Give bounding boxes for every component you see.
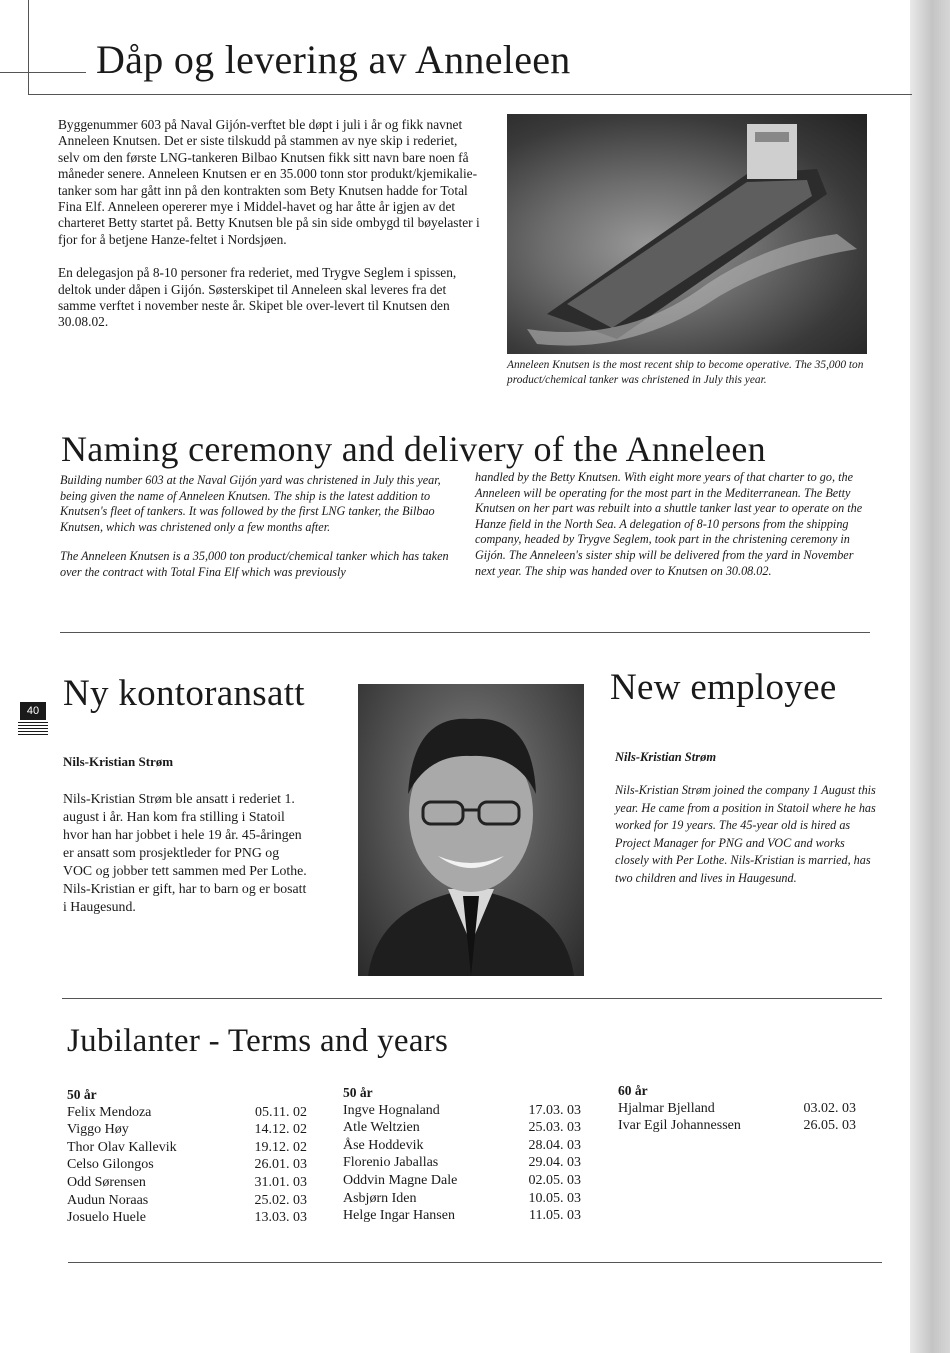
jubilee-name: Viggo Høy	[67, 1122, 129, 1138]
jubilee-name: Florenio Jaballas	[343, 1155, 439, 1171]
jubilee-name: Helge Ingar Hansen	[343, 1208, 455, 1224]
ship-photo	[507, 114, 867, 354]
jubilee-row	[67, 1209, 307, 1227]
jubilee-date: 11.05. 03	[529, 1208, 581, 1224]
portrait-illustration	[358, 684, 584, 976]
jubilee-row	[67, 1104, 307, 1122]
box-rule-left	[28, 0, 29, 94]
article-en-col-2	[475, 470, 875, 579]
page-title-no: Dåp og levering av Anneleen	[96, 37, 571, 82]
new-employee-title-no: Ny kontoransatt	[63, 673, 305, 714]
jubilee-row	[343, 1119, 581, 1137]
article-no-text	[58, 117, 482, 331]
jubilee-group-heading: 50 år	[67, 1087, 97, 1102]
title-rule-left	[0, 72, 86, 73]
jubilee-name: Atle Weltzien	[343, 1120, 420, 1136]
section-2-rule	[60, 632, 870, 633]
jubilee-name: Ivar Egil Johannessen	[618, 1118, 741, 1134]
jubilee-date: 26.01. 03	[254, 1157, 307, 1173]
jubilee-row	[343, 1154, 581, 1172]
article-no-paragraph-2: En delegasjon på 8-10 personer fra rederiet, med Trygve Seglem i spissen, deltok under dåpen i Gijón. Søsterskipet til Anneleen skal leveres fra det samme verftet i november neste år. Skipet ble over-levert til Knutsen den 30.08.02.	[58, 265, 457, 330]
jubilee-row	[618, 1100, 856, 1118]
jubilee-row	[67, 1121, 307, 1139]
jubilee-row	[343, 1137, 581, 1155]
jubilee-date: 29.04. 03	[528, 1155, 581, 1171]
ship-illustration	[507, 114, 867, 354]
page-number-lines	[18, 722, 48, 736]
jubilee-date: 05.11. 02	[255, 1104, 307, 1120]
title-rule-under	[28, 94, 912, 95]
jubilee-row	[67, 1156, 307, 1174]
article-en-col2-paragraph-1: handled by the Betty Knutsen. With eight more years of that charter to go, the Anneleen will be operating for the most part in the Mediterranean. The Betty Knutsen on her part was rebuilt into a shuttle tanker last year to operate on the Hanze field in the North Sea. A delegation of 8-10 persons from the shipping company, headed by Trygve Seglem, took part in the christening ceremony in Gijón. The Anneleen's sister ship will be delivered from the yard in November next year. The ship was handed over to Knutsen on 30.08.02.	[475, 470, 863, 578]
employee-name-no: Nils-Kristian Strøm	[63, 754, 174, 769]
jubilee-date: 25.02. 03	[254, 1192, 307, 1208]
jubilee-group-heading: 60 år	[618, 1083, 648, 1098]
jubilee-row	[618, 1117, 856, 1135]
employee-portrait	[358, 684, 584, 976]
section-3-rule	[62, 998, 882, 999]
employee-text-no: Nils-Kristian Strøm ble ansatt i rederiet 1. august i år. Han kom fra stilling i Statoil hvor han har jobbet i hele 19 år. 45-åringen er ansatt som prosjektleder for PNG og VOC og jobber tett sammen med Per Lothe. Nils-Kristian er gift, har to barn og er bosatt i Haugesund.	[63, 791, 307, 914]
jubilee-column-2	[343, 1084, 581, 1225]
jubilee-row	[343, 1102, 581, 1120]
jubilee-name: Åse Hoddevik	[343, 1137, 424, 1153]
ship-photo-caption: Anneleen Knutsen is the most recent ship to become operative. The 35,000 ton product/chemical tanker was christened in July this year.	[507, 359, 864, 386]
jubilee-row	[67, 1192, 307, 1210]
employee-text-en: Nils-Kristian Strøm joined the company 1 August this year. He came from a position in Statoil where he has worked for 19 years. The 45-year old is hired as Project Manager for PNG and VOC and works closely with Per Lothe. Nils-Kristian is married, has two children and lives in Haugesund.	[615, 783, 876, 885]
jubilee-row	[343, 1190, 581, 1208]
jubilee-column-1	[67, 1086, 307, 1227]
jubilee-date: 19.12. 02	[254, 1139, 307, 1155]
article-en-col1-paragraph-1: Building number 603 at the Naval Gijón yard was christened in July this year, being given the name of Anneleen Knutsen. The ship is the latest addition to Knutsen's fleet of tankers. It was followed by the first LNG tanker, the Bilbao Knutsen, which was christened only a few months after.	[60, 473, 441, 534]
article-en-col-1	[60, 473, 456, 581]
jubilee-date: 02.05. 03	[528, 1172, 581, 1188]
section-1-header	[0, 0, 912, 100]
article-no-paragraph-1: Byggenummer 603 på Naval Gijón-verftet ble døpt i juli i år og fikk navnet Anneleen Knutsen. Det er siste tilskudd på stammen av nye skip i rederiet, selv om den første LNG-tankeren Bilbao Knutsen fikk sitt navn bare noen få måneder senere. Anneleen Knutsen er en 35.000 tonn stor produkt/kjemikalie-tanker som har gått inn på den kontrakten som Bety Knutsen hadde for Total Fina Elf. Anneleen opererer mye i Middel-havet og har åtte år igjen av det charteret Betty startet på. Betty Knutsen ble på sin side ombygd til bøyelaster i fjor for å betjene Hanze-feltet i Nordsjøen.	[58, 117, 480, 247]
jubilee-name: Oddvin Magne Dale	[343, 1172, 458, 1188]
jubilee-row	[343, 1172, 581, 1190]
jubilee-name: Odd Sørensen	[67, 1174, 146, 1190]
page-number: 40	[20, 702, 46, 720]
jubilee-name: Audun Noraas	[67, 1192, 149, 1208]
jubilee-title: Jubilanter - Terms and years	[67, 1023, 449, 1059]
jubilee-column-3	[618, 1082, 856, 1135]
page-edge-shadow	[910, 0, 950, 1353]
jubilee-group-heading: 50 år	[343, 1085, 373, 1100]
jubilee-date: 26.05. 03	[803, 1118, 856, 1134]
jubilee-date: 17.03. 03	[528, 1102, 581, 1118]
jubilee-date: 03.02. 03	[803, 1100, 856, 1116]
jubilee-row	[67, 1139, 307, 1157]
page-title-en: Naming ceremony and delivery of the Anneleen	[61, 429, 766, 469]
section-4-rule	[68, 1262, 882, 1263]
jubilee-date: 10.05. 03	[528, 1190, 581, 1206]
jubilee-name: Felix Mendoza	[67, 1104, 152, 1120]
jubilee-name: Josuelo Huele	[67, 1210, 146, 1226]
jubilee-row	[343, 1207, 581, 1225]
jubilee-row	[67, 1174, 307, 1192]
jubilee-date: 28.04. 03	[528, 1137, 581, 1153]
jubilee-date: 14.12. 02	[254, 1122, 307, 1138]
jubilee-name: Asbjørn Iden	[343, 1190, 417, 1206]
jubilee-name: Thor Olav Kallevik	[67, 1139, 177, 1155]
jubilee-date: 25.03. 03	[528, 1120, 581, 1136]
jubilee-name: Hjalmar Bjelland	[618, 1100, 715, 1116]
article-en-col1-paragraph-2: The Anneleen Knutsen is a 35,000 ton product/chemical tanker which has taken over the contract with Total Fina Elf which was previously	[60, 549, 449, 579]
new-employee-title-en: New employee	[610, 667, 837, 708]
jubilee-date: 31.01. 03	[254, 1174, 307, 1190]
jubilee-name: Ingve Hognaland	[343, 1102, 440, 1118]
jubilee-date: 13.03. 03	[254, 1210, 307, 1226]
jubilee-name: Celso Gilongos	[67, 1157, 154, 1173]
employee-name-en: Nils-Kristian Strøm	[615, 750, 717, 764]
